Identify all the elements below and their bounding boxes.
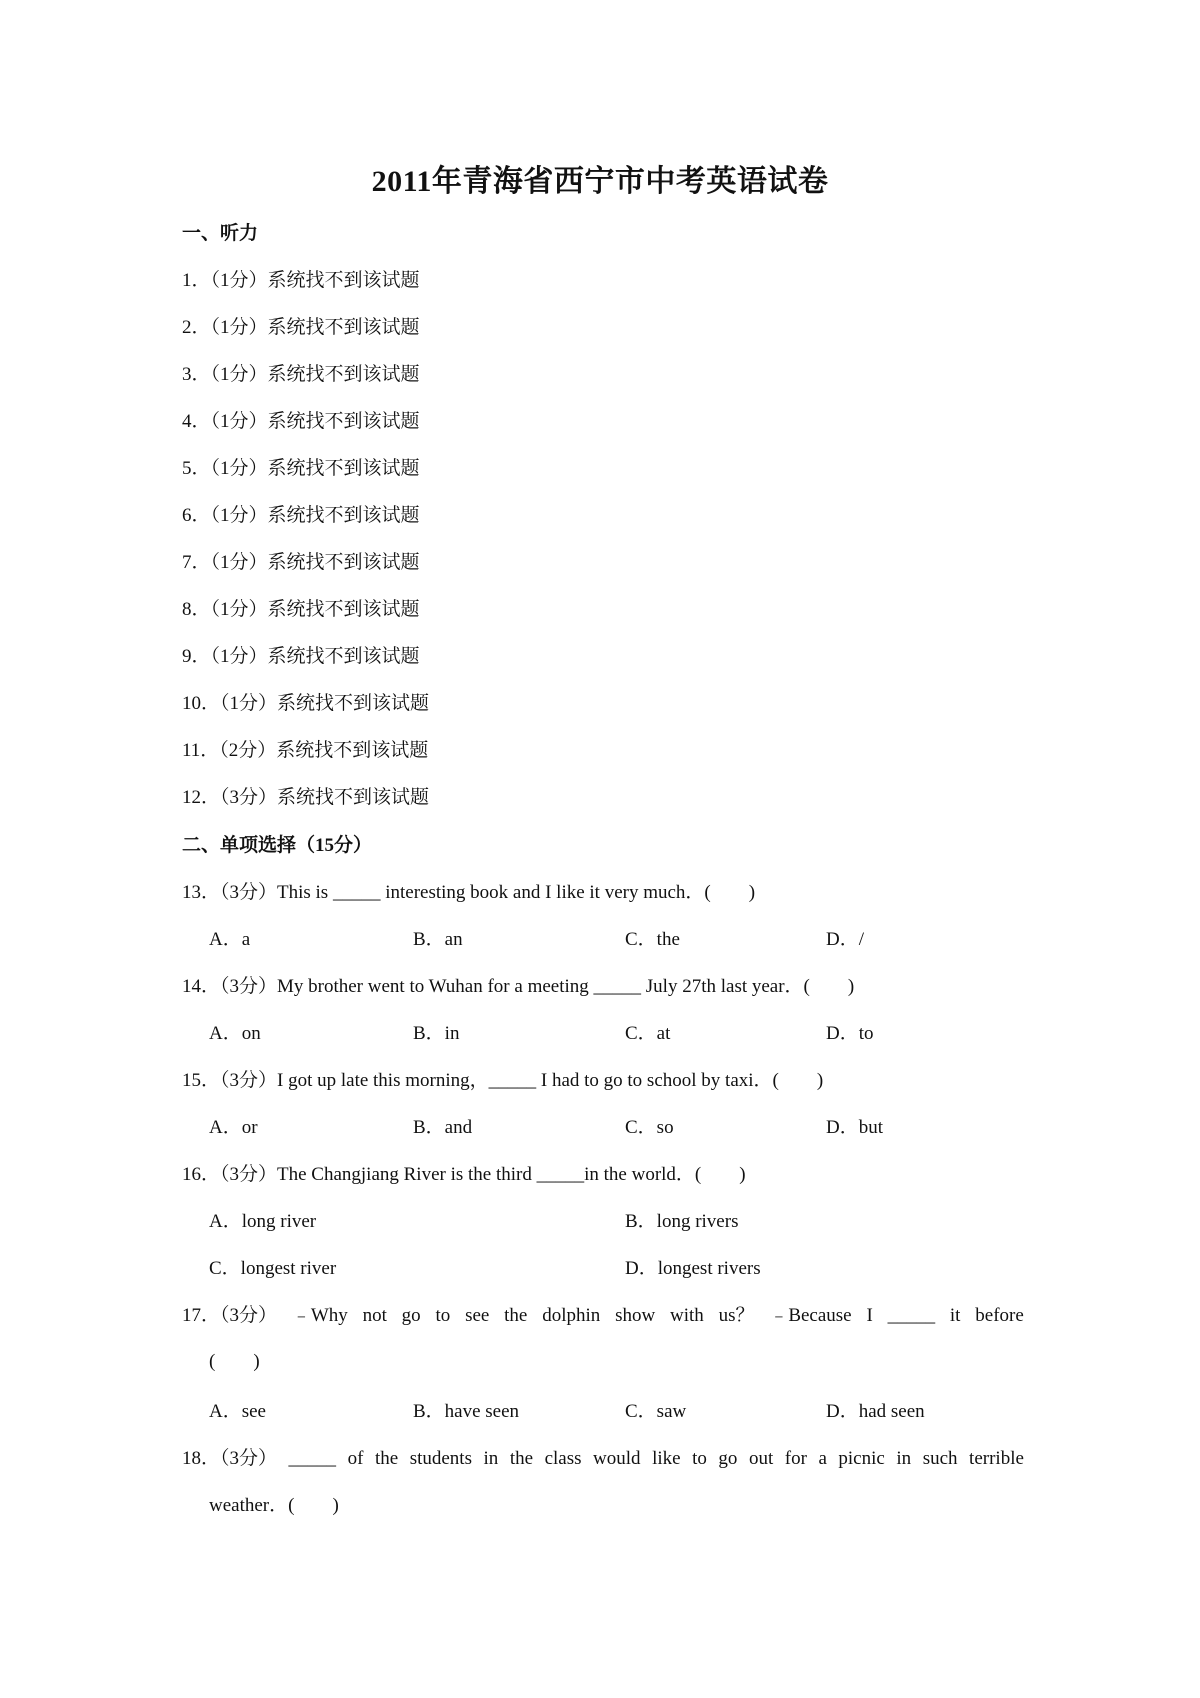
stem-word: before: [975, 1305, 1024, 1326]
stem-word: would: [593, 1448, 641, 1469]
stem-word: 18．（3分）: [182, 1448, 278, 1469]
stem-word: the: [509, 1448, 534, 1469]
option-c: C．saw: [625, 1401, 687, 1422]
list-item: 11．（2分）系统找不到该试题: [182, 740, 429, 761]
list-item: 9．（1分）系统找不到该试题: [182, 646, 420, 667]
option-b: B．have seen: [413, 1401, 520, 1422]
stem-word: go: [718, 1448, 738, 1469]
option-a: A．or: [209, 1117, 258, 1138]
option-c: C．the: [625, 929, 680, 950]
option-d: D．had seen: [826, 1401, 925, 1422]
list-item: 10．（1分）系统找不到该试题: [182, 693, 430, 714]
section-heading-choice: 二、单项选择（15分）: [182, 835, 373, 856]
stem-word: like: [652, 1448, 681, 1469]
section-heading-listening: 一、听力: [182, 223, 259, 244]
question-stem-18-continued: weather．( ): [209, 1495, 339, 1516]
stem-word: _____: [288, 1448, 337, 1469]
stem-word: such: [922, 1448, 958, 1469]
question-stem-16: 16．（3分）The Changjiang River is the third _____in the world．( ): [182, 1164, 746, 1185]
question-stem-13: 13．（3分）This is _____ interesting book and I like it very much．( ): [182, 882, 756, 903]
stem-word: of: [347, 1448, 364, 1469]
option-a: A．a: [209, 929, 251, 950]
option-a: A．on: [209, 1023, 261, 1044]
stem-word: the: [504, 1305, 528, 1326]
stem-word: it: [949, 1305, 961, 1326]
option-d: D．longest rivers: [625, 1258, 761, 1279]
stem-word: ﹣Why: [291, 1305, 348, 1326]
list-item: 5．（1分）系统找不到该试题: [182, 458, 420, 479]
stem-word: see: [465, 1305, 490, 1326]
stem-word: for: [784, 1448, 807, 1469]
stem-word: out: [748, 1448, 774, 1469]
question-stem-14: 14．（3分）My brother went to Wuhan for a meeting _____ July 27th last year．( ): [182, 976, 855, 997]
list-item: 8．（1分）系统找不到该试题: [182, 599, 420, 620]
option-c: C．longest river: [209, 1258, 337, 1279]
stem-word: not: [362, 1305, 387, 1326]
stem-word: to: [435, 1305, 451, 1326]
option-b: B．and: [413, 1117, 473, 1138]
stem-word: students: [409, 1448, 472, 1469]
stem-word: terrible: [969, 1448, 1024, 1469]
stem-word: class: [544, 1448, 582, 1469]
stem-word: us？: [718, 1305, 755, 1326]
stem-word: _____: [887, 1305, 936, 1326]
list-item: 2．（1分）系统找不到该试题: [182, 317, 420, 338]
option-d: D．but: [826, 1117, 884, 1138]
stem-word: show: [615, 1305, 656, 1326]
question-stem-15: 15．（3分）I got up late this morning，_____ I had to go to school by taxi．( ): [182, 1070, 824, 1091]
question-stem-17: [182, 1304, 1024, 1328]
option-b: B．in: [413, 1023, 460, 1044]
option-d: D．/: [826, 929, 865, 950]
list-item: 1．（1分）系统找不到该试题: [182, 270, 420, 291]
stem-word: I: [866, 1305, 873, 1326]
question-stem-17-continued: ( ): [209, 1351, 260, 1372]
stem-word: a: [818, 1448, 827, 1469]
option-b: B．long rivers: [625, 1211, 739, 1232]
stem-word: ﹣Because: [769, 1305, 852, 1326]
option-c: C．so: [625, 1117, 674, 1138]
list-item: 3．（1分）系统找不到该试题: [182, 364, 420, 385]
question-stem-18: [182, 1447, 1024, 1471]
stem-word: with: [670, 1305, 704, 1326]
stem-word: dolphin: [542, 1305, 601, 1326]
page-title: 2011年青海省西宁市中考英语试卷: [371, 165, 829, 198]
stem-word: 17．（3分）: [182, 1305, 278, 1326]
option-a: A．see: [209, 1401, 266, 1422]
list-item: 4．（1分）系统找不到该试题: [182, 411, 420, 432]
stem-word: the: [374, 1448, 399, 1469]
list-item: 12．（3分）系统找不到该试题: [182, 787, 430, 808]
option-d: D．to: [826, 1023, 874, 1044]
option-c: C．at: [625, 1023, 671, 1044]
stem-word: in: [483, 1448, 499, 1469]
stem-word: to: [692, 1448, 707, 1469]
list-item: 6．（1分）系统找不到该试题: [182, 505, 420, 526]
stem-word: picnic: [838, 1448, 885, 1469]
stem-word: in: [896, 1448, 912, 1469]
stem-word: go: [401, 1305, 421, 1326]
option-b: B．an: [413, 929, 463, 950]
list-item: 7．（1分）系统找不到该试题: [182, 552, 420, 573]
option-a: A．long river: [209, 1211, 317, 1232]
